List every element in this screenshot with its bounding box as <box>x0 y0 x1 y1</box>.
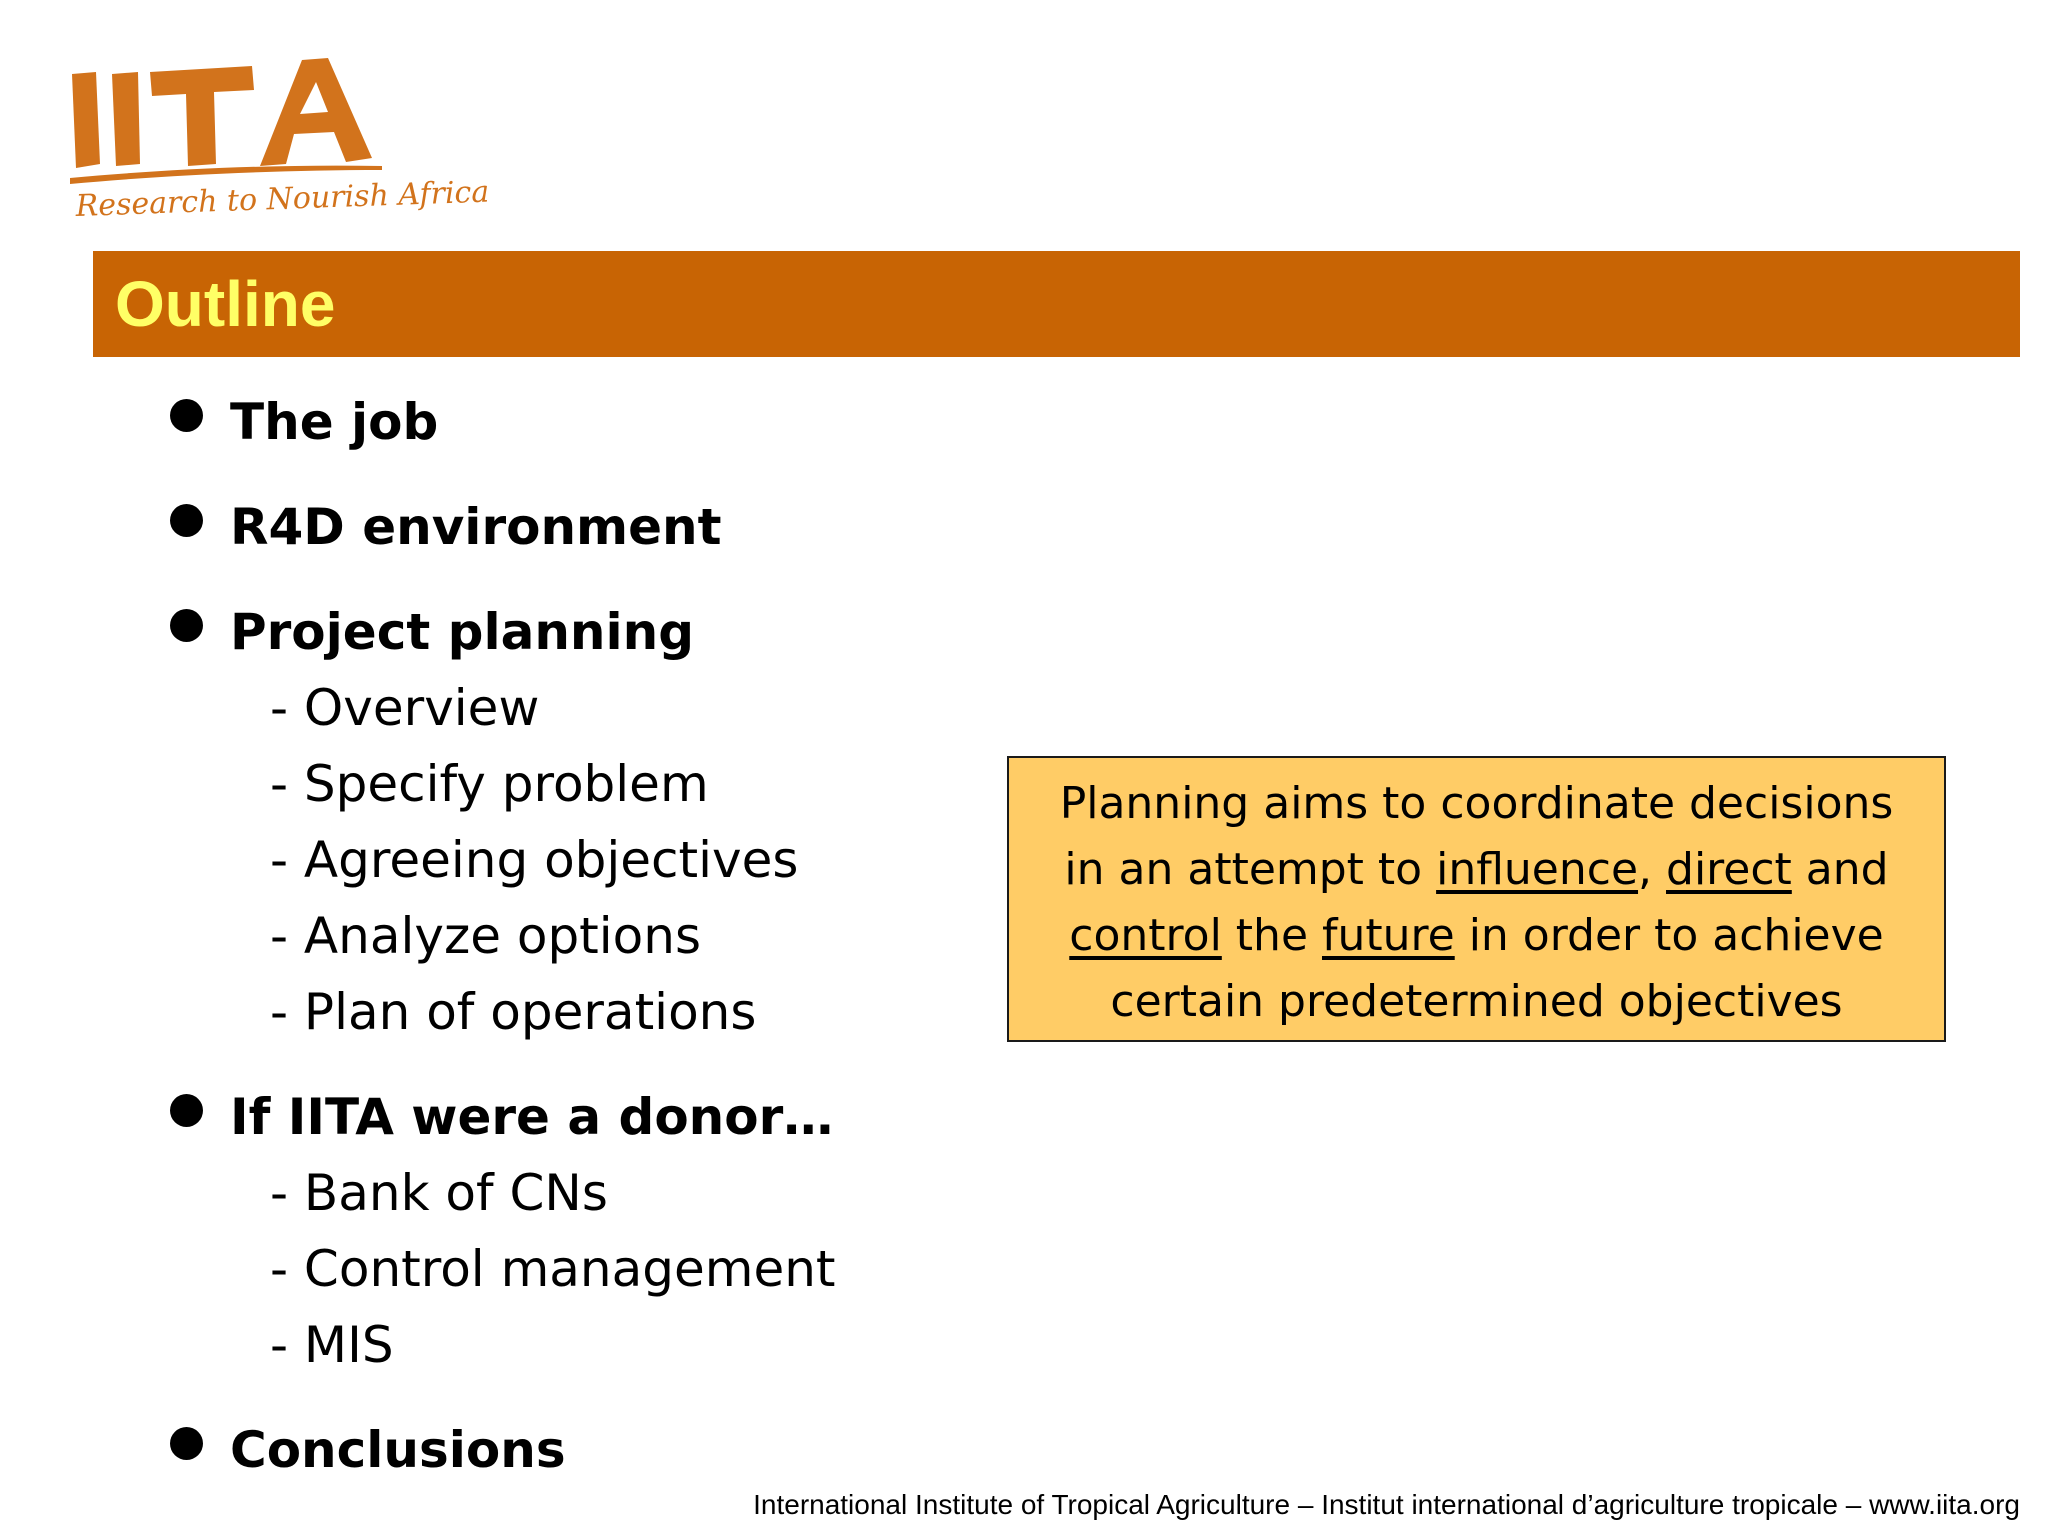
quote-line: certain predetermined objectives <box>1110 976 1843 1027</box>
page-title: Outline <box>115 268 336 340</box>
bullet-dot <box>170 504 203 537</box>
quote-line: Planning aims to coordinate decisions <box>1059 778 1894 829</box>
subitem-plan-of-operations: - Plan of operations <box>270 983 757 1041</box>
subitem-analyze-options: - Analyze options <box>270 907 702 965</box>
quote-emphasis: influence <box>1436 844 1639 895</box>
quote-line <box>1009 903 1944 969</box>
bullet-dot <box>170 609 203 642</box>
quote-text: in order to achieve <box>1454 910 1884 961</box>
footer-text: International Institute of Tropical Agriculture – Institut international d’agriculture tropicale – www.iita.org <box>753 1489 2020 1520</box>
outline-item-if-iita-were-a-donor: If IITA were a donor… <box>230 1088 834 1146</box>
bullet-dot <box>170 1094 203 1127</box>
outline-item-project-planning: Project planning <box>230 603 695 661</box>
quote-text: in an attempt to <box>1064 844 1437 895</box>
bullet-dot <box>170 1427 203 1460</box>
outline-list <box>0 0 1000 1536</box>
svg-text:Research to Nourish Africa: Research to Nourish Africa <box>75 174 490 224</box>
subitem-bank-of-cns: - Bank of CNs <box>270 1164 608 1222</box>
quote-text: the <box>1221 910 1322 961</box>
subitem-control-management: - Control management <box>270 1240 836 1298</box>
outline-item-the-job: The job <box>230 393 439 451</box>
subitem-mis: - MIS <box>270 1316 394 1374</box>
planning-definition-box <box>1007 756 1946 1042</box>
quote-emphasis: future <box>1322 910 1455 961</box>
subitem-overview: - Overview <box>270 679 540 737</box>
quote-emphasis: direct <box>1666 844 1792 895</box>
quote-emphasis: control <box>1069 910 1222 961</box>
quote-line <box>1009 837 1944 903</box>
outline-item-r4d-environment: R4D environment <box>230 498 722 556</box>
subitem-agreeing-objectives: - Agreeing objectives <box>270 831 799 889</box>
quote-text: and <box>1791 844 1889 895</box>
bullet-dot <box>170 399 203 432</box>
subitem-specify-problem: - Specify problem <box>270 755 709 813</box>
outline-item-conclusions: Conclusions <box>230 1421 566 1479</box>
quote-text: , <box>1638 844 1667 895</box>
